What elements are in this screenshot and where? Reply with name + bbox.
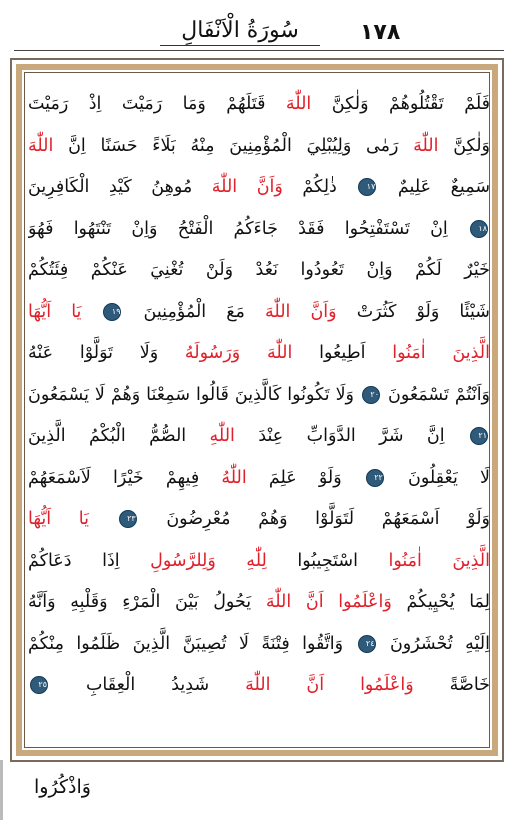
verse-text: مَعَ الْمُؤْمِنِينَ — [123, 301, 266, 322]
verse-text: فَلَمْ تَقْتُلُوهُمْ وَلٰكِنَّ — [311, 94, 490, 114]
verse-line — [28, 665, 490, 707]
verse-text: اِذَا دَعَاكُمْ — [28, 550, 151, 571]
verse-text-highlighted: الَّذِينَ اٰمَنُوا — [392, 343, 490, 363]
verse-line — [28, 126, 490, 168]
verse-text-area — [28, 84, 490, 748]
verse-text-highlighted: وَاعْلَمُوا اَنَّ اللّٰهَ — [265, 592, 392, 612]
verse-line — [28, 167, 490, 209]
verse-text: لَا يَعْقِلُونَ — [385, 467, 490, 488]
verse-text-highlighted: يَا اَيُّهَا — [28, 509, 117, 529]
verse-text: وَلَا تَكُونُوا كَالَّذِينَ قَالُوا سَمِعْنَا وَهُمْ لَا يَسْمَعُونَ — [28, 384, 360, 405]
verse-text: اِنَّ شَرَّ الدَّوَابِّ عِنْدَ — [234, 426, 468, 446]
verse-text-highlighted: وَاعْلَمُوا اَنَّ اللّٰهَ — [245, 675, 414, 695]
catchword: وَاذْكُرُوا — [34, 776, 91, 798]
verse-text: اِلَيْهِ تُحْشَرُونَ — [377, 633, 490, 654]
ayah-number-marker: ٢٠ — [362, 386, 380, 404]
verse-text-highlighted: اللّٰهَ — [285, 94, 312, 114]
verse-text: وَلَوْ اَسْمَعَهُمْ لَتَوَلَّوْا وَهُمْ مُعْرِضُونَ — [138, 509, 490, 529]
verse-text: الصُّمُّ الْبُكْمُ الَّذِينَ — [28, 426, 210, 446]
ayah-number-marker: ١٨ — [470, 220, 488, 238]
ayah-number-marker: ٢٢ — [366, 469, 384, 487]
verse-text: شَيْئًا وَلَوْ كَثُرَتْ — [336, 301, 490, 322]
ayah-number-marker: ٢١ — [470, 427, 488, 445]
verse-text: وَاَنْتُمْ تَسْمَعُونَ — [382, 384, 490, 405]
verse-line — [28, 250, 490, 292]
verse-text: شَدِيدُ الْعِقَابِ — [50, 675, 246, 695]
verse-text: اَطِيعُوا — [292, 343, 393, 363]
verse-text-highlighted: يَا اَيُّهَا — [28, 301, 102, 322]
verse-text: اسْتَجِيبُوا — [266, 550, 389, 571]
verse-text: اِنْ تَسْتَفْتِحُوا فَقَدْ جَاءَكُمُ الْفَتْحُ وَاِنْ تَنْتَهُوا فَهُوَ — [28, 218, 468, 239]
ayah-number-marker: ١٧ — [358, 178, 376, 196]
verse-text: رَمٰى وَلِيُبْلِيَ الْمُؤْمِنِينَ مِنْهُ بَلَاءً حَسَنًا اِنَّ — [53, 135, 414, 156]
verse-text-highlighted: اللّٰهِ — [209, 426, 235, 446]
ayah-number-marker: ٢٥ — [30, 676, 48, 694]
verse-text: خَاصَّةً — [413, 675, 490, 695]
ayah-number-marker: ٢٤ — [358, 635, 376, 653]
verse-text: مُوهِنُ كَيْدِ الْكَافِرِينَ — [28, 177, 212, 197]
verse-text-highlighted: لِلّٰهِ وَلِلرَّسُولِ — [150, 550, 267, 571]
verse-line — [28, 292, 490, 334]
verse-text: وَلَا تَوَلَّوْا عَنْهُ — [28, 343, 185, 363]
verse-line — [28, 84, 490, 126]
verse-text: لِمَا يُحْيِيكُمْ — [391, 592, 490, 612]
verse-text-highlighted: وَاَنَّ اللّٰهَ — [265, 301, 337, 322]
verse-text: سَمِيعٌ عَلِيمٌ — [378, 177, 490, 197]
verse-text-highlighted: وَاَنَّ اللّٰهَ — [211, 177, 283, 197]
page-edge-mark — [0, 760, 3, 820]
ayah-number-marker: ١٩ — [103, 303, 121, 321]
verse-text: يَحُولُ بَيْنَ الْمَرْءِ وَقَلْبِهِ وَاَنَّهُ — [28, 592, 266, 612]
verse-line — [28, 333, 490, 375]
verse-line — [28, 416, 490, 458]
verse-line — [28, 499, 490, 541]
verse-text-highlighted: اللّٰهَ وَرَسُولَهُ — [184, 343, 293, 363]
verse-line — [28, 541, 490, 583]
verse-text: وَاتَّقُوا فِتْنَةً لَا تُصِيبَنَّ الَّذِينَ ظَلَمُوا مِنْكُمْ — [28, 633, 356, 654]
verse-line — [28, 624, 490, 666]
verse-text-highlighted: اللّٰهَ — [413, 135, 439, 156]
verse-text: وَلٰكِنَّ — [438, 135, 490, 156]
surah-title: سُورَةُ الْاَنْفَالِ — [160, 18, 320, 46]
verse-text: ذٰلِكُمْ — [282, 177, 357, 197]
verse-text: خَيْرٌ لَكُمْ وَاِنْ تَعُودُوا نَعُدْ وَلَنْ تُغْنِيَ عَنْكُمْ فِئَتُكُمْ — [28, 260, 490, 280]
verse-line — [28, 209, 490, 251]
verse-line — [28, 458, 490, 500]
verse-text-highlighted: اللّٰهُ — [221, 467, 247, 488]
page-number: ١٧٨ — [360, 20, 401, 45]
verse-text-highlighted: الَّذِينَ اٰمَنُوا — [388, 550, 490, 571]
verse-text: قَتَلَهُمْ وَمَا رَمَيْتَ اِذْ رَمَيْتَ — [28, 94, 286, 114]
verse-text: فِيهِمْ خَيْرًا لَاَسْمَعَهُمْ — [28, 467, 222, 488]
verse-line — [28, 582, 490, 624]
verse-text-highlighted: اللّٰهَ — [28, 135, 54, 156]
page-header — [0, 0, 518, 52]
verse-line — [28, 375, 490, 417]
ayah-number-marker: ٢٣ — [119, 510, 137, 528]
verse-text: وَلَوْ عَلِمَ — [246, 467, 364, 488]
header-rule — [14, 50, 504, 51]
